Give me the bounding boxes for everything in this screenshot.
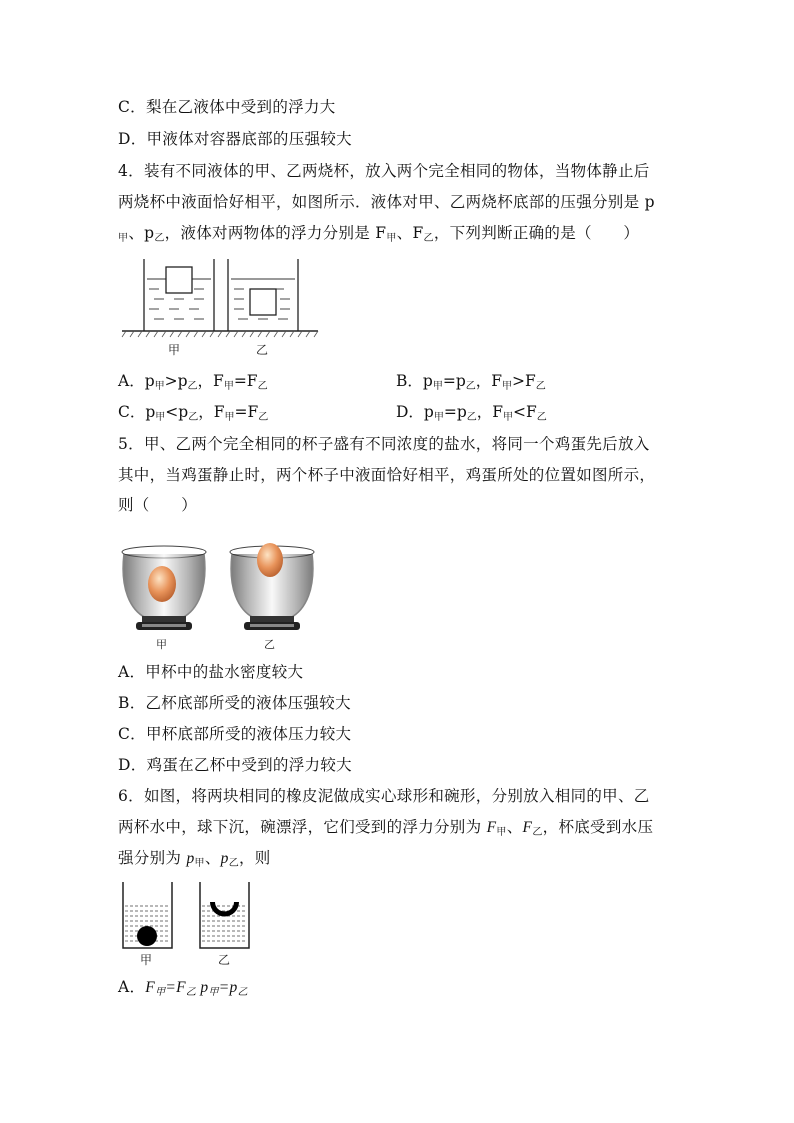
q4-stem-line3: $_甲$、$p_乙$，液体对两物体的浮力分别是 $F_甲$、$F_乙$，下列判断正确的是（ ） [118, 224, 640, 244]
clay-bowl [210, 902, 239, 917]
clay-ball [137, 926, 157, 946]
q4-option-d: D．$p_甲=p_乙$，$F_甲<F_乙$ [396, 403, 547, 423]
q4-stem-line2: 两烧杯中液面恰好相平，如图所示．液体对甲、乙两烧杯底部的压强分别是 p [118, 193, 655, 211]
q6-stem-line1: 6．如图，将两块相同的橡皮泥做成实心球形和碗形，分别放入相同的甲、乙 [118, 787, 650, 805]
glass-right [230, 543, 314, 630]
q4-beakers-figure [118, 255, 328, 363]
label-jia: 甲 [156, 638, 167, 651]
q5-stem-line1: 5．甲、乙两个完全相同的杯子盛有不同浓度的盐水，将同一个鸡蛋先后放入 [118, 435, 650, 453]
cup-right [200, 882, 249, 948]
q5-option-c: C．甲杯底部所受的液体压力较大 [118, 725, 352, 743]
q6-stem-line2: 两杯水中，球下沉，碗漂浮，它们受到的浮力分别为 $F_甲$、$F_乙$，杯底受到水压 [118, 818, 654, 838]
q5-option-a: A．甲杯中的盐水密度较大 [118, 663, 304, 681]
q6-stem-line3: 强分别为 $p_甲$、$p_乙$，则 [118, 849, 271, 869]
subscript: 甲 [118, 233, 129, 244]
label-yi: 乙 [218, 953, 231, 967]
q3-option-d: D．甲液体对容器底部的压强较大 [118, 130, 352, 148]
q4-option-b: B．$p_甲=p_乙$，$F_甲>F_乙$ [396, 372, 546, 392]
q4-option-a: A．$p_甲>p_乙$，$F_甲=F_乙$ [118, 372, 268, 392]
q5-stem-line3: 则（ ） [118, 496, 198, 514]
block-left [166, 267, 192, 293]
q6-option-a: A．$F_甲=F_乙$ $p_甲=p_乙$ [118, 978, 248, 998]
cup-left [123, 882, 172, 948]
label-jia: 甲 [168, 343, 181, 357]
block-right [250, 289, 276, 315]
q5-glasses-figure [118, 528, 318, 654]
q5-stem-line2: 其中，当鸡蛋静止时，两个杯子中液面恰好相平，鸡蛋所处的位置如图所示， [118, 466, 656, 484]
label-yi: 乙 [256, 343, 269, 357]
egg-left [148, 566, 176, 602]
q4-stem-line1: 4．装有不同液体的甲、乙两烧杯，放入两个完全相同的物体，当物体静止后 [118, 162, 650, 180]
label-jia: 甲 [140, 953, 153, 967]
glass-left [122, 546, 206, 630]
q6-cups-figure [118, 878, 278, 970]
egg-right [257, 543, 283, 577]
label-yi: 乙 [264, 638, 275, 651]
q5-option-d: D．鸡蛋在乙杯中受到的浮力较大 [118, 756, 352, 774]
q4-option-c: C．$p_甲<p_乙$，$F_甲=F_乙$ [118, 403, 269, 423]
q3-option-c: C．梨在乙液体中受到的浮力大 [118, 98, 336, 116]
q5-option-b: B．乙杯底部所受的液体压强较大 [118, 694, 351, 712]
